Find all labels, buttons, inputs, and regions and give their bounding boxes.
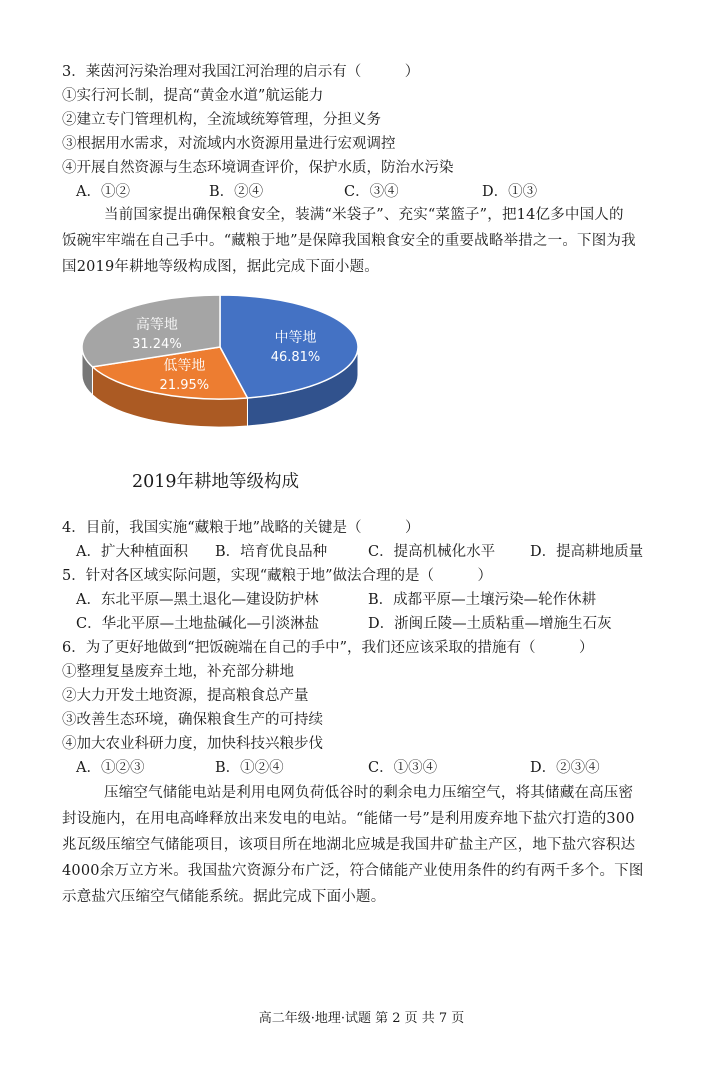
passage-cropland-line-2: 饭碗牢牢端在自己手中。“藏粮于地”是保障我国粮食安全的重要战略举措之一。下图为我 — [62, 233, 636, 249]
q4-options — [76, 542, 676, 562]
q5-option-a: A．东北平原—黑土退化—建设防护林 — [76, 592, 319, 608]
chart-title: 2019年耕地等级构成 — [132, 472, 300, 492]
passage-energy-line-1: 压缩空气储能电站是利用电网负荷低谷时的剩余电力压缩空气，将其储藏在高压密 — [104, 785, 634, 801]
q3-item-1: ①实行河长制，提高“黄金水道”航运能力 — [62, 88, 324, 104]
passage-energy-line-3: 兆瓦级压缩空气储能项目，该项目所在地湖北应城是我国井矿盐主产区，地下盐穴容积达 — [62, 837, 636, 853]
passage-cropland — [62, 202, 682, 282]
q4-option-a: A．扩大种植面积 — [76, 544, 188, 560]
cropland-grade-pie-chart — [70, 285, 380, 465]
q6-item-3: ③改善生态环境，确保粮食生产的可持续 — [62, 712, 323, 728]
q5-options-row-2 — [76, 614, 676, 634]
q3-item-3: ③根据用水需求，对流域内水资源用量进行宏观调控 — [62, 136, 396, 152]
q3-options — [76, 182, 676, 202]
pie-label-中等地: 中等地 — [274, 330, 317, 347]
q5-stem: 5．针对各区域实际问题，实现“藏粮于地”做法合理的是（ ） — [62, 568, 493, 584]
passage-energy-line-2: 封设施内，在用电高峰释放出来发电的电站。“能储一号”是利用废弃地下盐穴打造的300 — [62, 811, 635, 827]
q6-option-a: A．①②③ — [76, 760, 145, 776]
q6-option-c: C．①③④ — [368, 760, 438, 776]
q3-option-c: C．③④ — [344, 184, 399, 200]
q5-options-row-1 — [76, 590, 676, 610]
passage-energy-line-4: 4000余万立方米。我国盐穴资源分布广泛，符合储能产业使用条件的约有两千多个。下图 — [62, 863, 644, 879]
pie-value-中等地: 46.81% — [270, 350, 321, 366]
q4-option-c: C．提高机械化水平 — [368, 544, 496, 560]
q3-item-4: ④开展自然资源与生态环境调查评价，保护水质，防治水污染 — [62, 160, 454, 176]
q6-item-4: ④加大农业科研力度，加快科技兴粮步伐 — [62, 736, 323, 752]
passage-cropland-line-1: 当前国家提出确保粮食安全，装满“米袋子”、充实“菜篮子”，把14亿多中国人的 — [104, 207, 624, 223]
q5-option-c: C．华北平原—土地盐碱化—引淡淋盐 — [76, 616, 320, 632]
q3-option-d: D．①③ — [482, 184, 538, 200]
pie-label-低等地: 低等地 — [163, 358, 206, 375]
q6-option-d: D．②③④ — [530, 760, 600, 776]
pie-value-低等地: 21.95% — [159, 378, 210, 394]
q3-item-2: ②建立专门管理机构，全流域统筹管理，分担义务 — [62, 112, 381, 128]
q5-option-d: D．浙闽丘陵—土质粘重—增施生石灰 — [368, 616, 612, 632]
q3-stem: 3．莱茵河污染治理对我国江河治理的启示有（ ） — [62, 64, 420, 80]
q6-item-2: ②大力开发土地资源，提高粮食总产量 — [62, 688, 309, 704]
q3-option-b: B．②④ — [209, 184, 264, 200]
pie-value-高等地: 31.24% — [132, 337, 182, 353]
page-footer: 高二年级·地理·试题 第 2 页 共 7 页 — [258, 1011, 465, 1026]
q6-item-1: ①整理复垦废弃土地，补充部分耕地 — [62, 664, 294, 680]
q3-option-a: A．①② — [76, 184, 130, 200]
q6-options — [76, 758, 676, 778]
passage-cropland-line-3: 国2019年耕地等级构成图，据此完成下面小题。 — [62, 259, 379, 275]
pie-label-高等地: 高等地 — [135, 317, 178, 334]
q4-option-d: D．提高耕地质量 — [530, 544, 644, 560]
passage-energy-storage — [62, 780, 682, 912]
q5-option-b: B．成都平原—土壤污染—轮作休耕 — [368, 592, 597, 608]
q6-stem: 6．为了更好地做到“把饭碗端在自己的手中”，我们还应该采取的措施有（ ） — [62, 640, 594, 656]
q4-option-b: B．培育优良品种 — [215, 544, 328, 560]
passage-energy-line-5: 示意盐穴压缩空气储能系统。据此完成下面小题。 — [62, 889, 386, 905]
q6-option-b: B．①②④ — [215, 760, 284, 776]
q4-stem: 4．目前，我国实施“藏粮于地”战略的关键是（ ） — [62, 520, 420, 536]
